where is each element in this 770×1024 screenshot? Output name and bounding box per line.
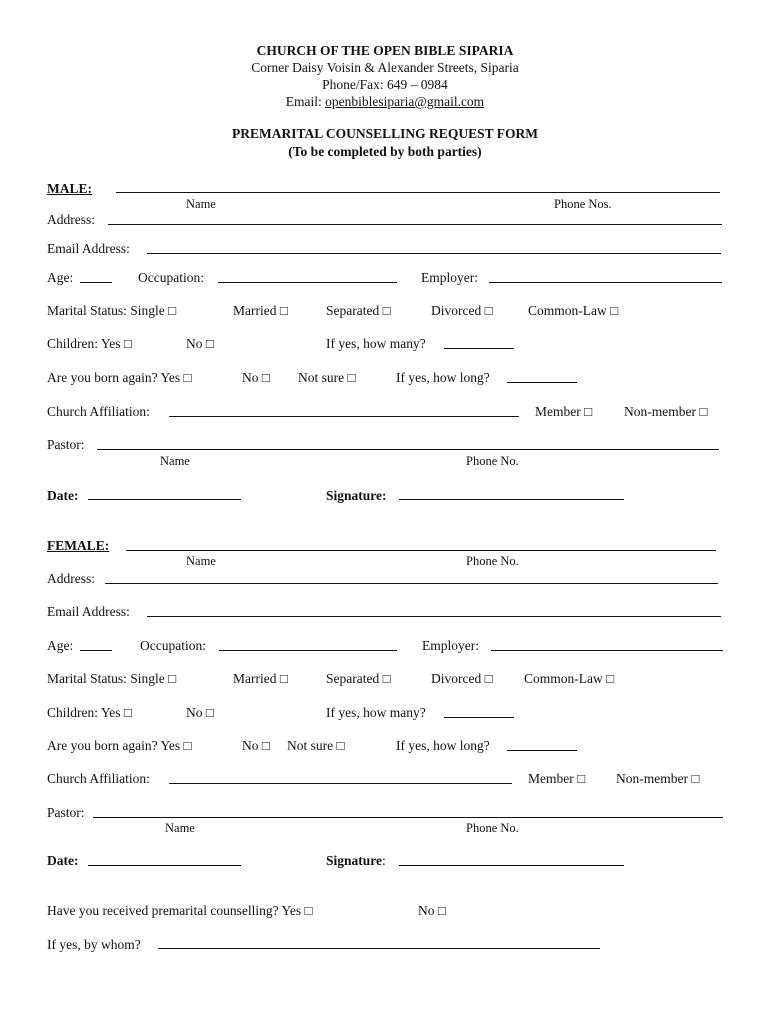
church-phone-fax: Phone/Fax: 649 – 0984 [322, 77, 448, 92]
female-employer-field[interactable] [491, 650, 723, 651]
email-link[interactable]: openbiblesiparia@gmail.com [325, 94, 485, 109]
male-children-yes[interactable]: Children: Yes □ [47, 336, 133, 351]
male-occupation-label: Occupation: [138, 270, 204, 285]
male-church-field[interactable] [169, 416, 519, 417]
male-non-member[interactable]: Non-member □ [624, 404, 708, 419]
female-pastor-name-caption: Name [165, 821, 195, 835]
female-children-no[interactable]: No □ [186, 705, 215, 720]
female-member[interactable]: Member □ [528, 771, 586, 786]
male-pastor-label: Pastor: [47, 437, 85, 452]
female-pastor-field[interactable] [93, 817, 723, 818]
female-pastor-phone-caption: Phone No. [466, 821, 519, 835]
female-born-again-yes[interactable]: Are you born again? Yes □ [47, 738, 192, 753]
male-date-field[interactable] [88, 499, 241, 500]
female-born-again-not-sure[interactable]: Not sure □ [287, 738, 345, 753]
form-subtitle: (To be completed by both parties) [288, 144, 482, 159]
received-counselling-no[interactable]: No □ [418, 903, 447, 918]
male-marital-single[interactable]: Marital Status: Single □ [47, 303, 177, 318]
male-employer-field[interactable] [489, 282, 722, 283]
female-marital-divorced[interactable]: Divorced □ [431, 671, 493, 686]
male-pastor-field[interactable] [97, 449, 719, 450]
male-name-phone-field[interactable] [116, 192, 720, 193]
male-born-again-no[interactable]: No □ [242, 370, 271, 385]
male-how-long-label: If yes, how long? [396, 370, 490, 385]
female-non-member[interactable]: Non-member □ [616, 771, 700, 786]
male-born-again-not-sure[interactable]: Not sure □ [298, 370, 356, 385]
male-how-many-label: If yes, how many? [326, 336, 426, 351]
form-title: PREMARITAL COUNSELLING REQUEST FORM [232, 126, 538, 141]
male-employer-label: Employer: [421, 270, 478, 285]
female-age-label: Age: [47, 638, 74, 653]
email-label: Email: [285, 94, 326, 109]
by-whom-label: If yes, by whom? [47, 937, 141, 952]
church-address: Corner Daisy Voisin & Alexander Streets, Siparia [251, 60, 519, 75]
male-signature-label: Signature: [326, 488, 387, 503]
male-marital-married[interactable]: Married □ [233, 303, 289, 318]
male-children-no[interactable]: No □ [186, 336, 215, 351]
male-pastor-phone-caption: Phone No. [466, 454, 519, 468]
female-church-label: Church Affiliation: [47, 771, 150, 786]
male-email-label: Email Address: [47, 241, 130, 256]
received-counselling-yes[interactable]: Have you received premarital counselling? Yes □ [47, 903, 313, 918]
church-email-line [0, 95, 770, 109]
female-how-many-field[interactable] [444, 717, 514, 718]
male-member[interactable]: Member □ [535, 404, 593, 419]
female-name-caption: Name [186, 554, 216, 568]
male-address-field[interactable] [108, 224, 722, 225]
male-age-label: Age: [47, 270, 74, 285]
female-name-phone-field[interactable] [126, 550, 716, 551]
female-marital-separated[interactable]: Separated □ [326, 671, 391, 686]
male-marital-separated[interactable]: Separated □ [326, 303, 391, 318]
male-signature-field[interactable] [399, 499, 624, 500]
male-born-again-yes[interactable]: Are you born again? Yes □ [47, 370, 192, 385]
female-signature-label [326, 854, 386, 868]
female-how-many-label: If yes, how many? [326, 705, 426, 720]
female-age-field[interactable] [80, 650, 112, 651]
female-date-field[interactable] [88, 865, 241, 866]
male-address-label: Address: [47, 212, 95, 227]
female-marital-married[interactable]: Married □ [233, 671, 289, 686]
female-email-label: Email Address: [47, 604, 130, 619]
female-signature-colon: : [382, 853, 386, 868]
female-occupation-label: Occupation: [140, 638, 206, 653]
male-age-field[interactable] [80, 282, 112, 283]
female-marital-single[interactable]: Marital Status: Single □ [47, 671, 177, 686]
male-email-field[interactable] [147, 253, 721, 254]
female-address-label: Address: [47, 571, 95, 586]
male-heading: MALE: [47, 181, 92, 196]
female-children-yes[interactable]: Children: Yes □ [47, 705, 133, 720]
male-date-label: Date: [47, 488, 79, 503]
female-email-field[interactable] [147, 616, 721, 617]
male-marital-divorced[interactable]: Divorced □ [431, 303, 493, 318]
female-date-label: Date: [47, 853, 79, 868]
by-whom-field[interactable] [158, 948, 600, 949]
male-pastor-name-caption: Name [160, 454, 190, 468]
female-heading: FEMALE: [47, 538, 110, 553]
female-signature-field[interactable] [399, 865, 624, 866]
female-marital-common-law[interactable]: Common-Law □ [524, 671, 615, 686]
male-name-caption: Name [186, 197, 216, 211]
female-church-field[interactable] [169, 783, 512, 784]
female-occupation-field[interactable] [219, 650, 397, 651]
male-marital-common-law[interactable]: Common-Law □ [528, 303, 619, 318]
female-how-long-field[interactable] [507, 750, 577, 751]
church-name: CHURCH OF THE OPEN BIBLE SIPARIA [256, 43, 514, 58]
female-born-again-no[interactable]: No □ [242, 738, 271, 753]
female-signature-word: Signature [326, 853, 383, 868]
female-how-long-label: If yes, how long? [396, 738, 490, 753]
male-occupation-field[interactable] [218, 282, 397, 283]
male-how-long-field[interactable] [507, 382, 577, 383]
male-church-label: Church Affiliation: [47, 404, 150, 419]
female-pastor-label: Pastor: [47, 805, 85, 820]
female-employer-label: Employer: [422, 638, 479, 653]
male-phone-caption: Phone Nos. [554, 197, 612, 211]
female-phone-caption: Phone No. [466, 554, 519, 568]
female-address-field[interactable] [105, 583, 718, 584]
male-how-many-field[interactable] [444, 348, 514, 349]
